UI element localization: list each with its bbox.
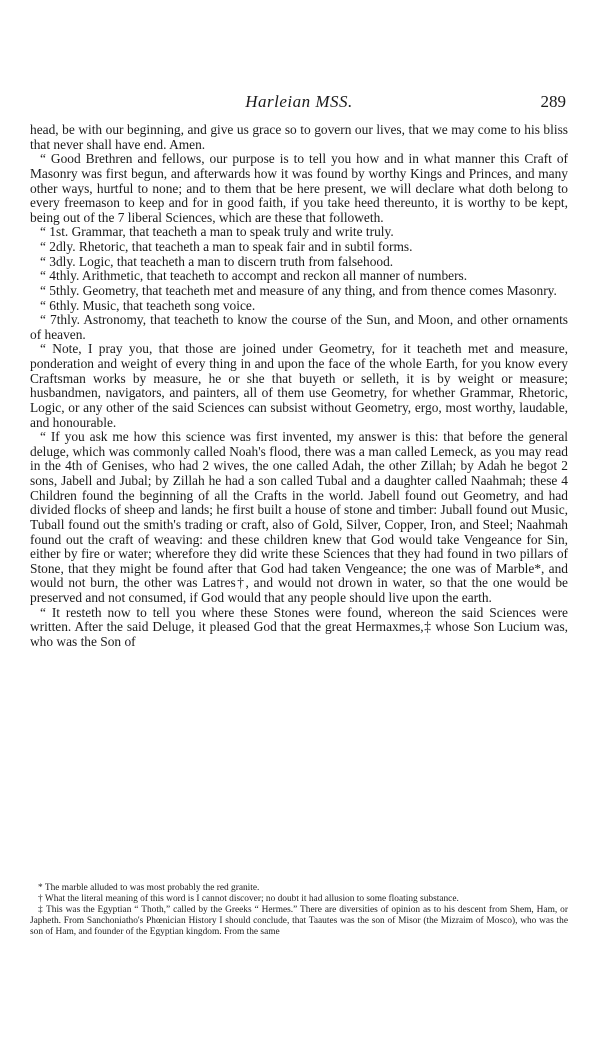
footnote-hermes: ‡ This was the Egyptian “ Thoth,” called by the Greeks “ Hermes.” There are diversities of opinion as to his descent from Shem, Ham, or Japheth. From Sanchoniatho's Phœnician History I should conclude, that Taautes was the son of Misor (the Mizraim of Mosco), who was the son of Ham, and founder of the Egyptian kingdom. From the same [30, 905, 568, 937]
paragraph-note: “ Note, I pray you, that those are joined under Geometry, for it teacheth met and measure, ponderation and weight of every thing in and upon the face of the whole Earth, for you know every Craftsman works by measure, he or she that buyeth or selleth, it is by weight or measure; husbandmen, navigators, and painters, all of them use Geometry, for whether Grammar, Rhetoric, Logic, or any other of the said Sciences can subsist without Geometry, ergo, most worthy, laudable, and honourable. [30, 341, 568, 430]
book-page [30, 0, 568, 1047]
paragraph-grammar: “ 1st. Grammar, that teacheth a man to speak truly and write truly. [40, 224, 394, 240]
footnote-latres: † What the literal meaning of this word is I cannot discover; no doubt it had allusion to some floating substance. [38, 894, 459, 904]
paragraph-invention: “ If you ask me how this science was first invented, my answer is this: that before the general deluge, which was commonly called Noah's flood, there was a man called Lemeck, as you may read in the 4th of Genises, who had 2 wives, the one called Adah, the other Zillah; by Adah he begot 2 sons, Jabell and Jubal; by Zillah he had a son called Tubal and a daughter called Naahmah; these 4 Children found the beginning of all the Crafts in the world. Jabell found out Geometry, and had divided flocks of sheep and lands; he first built a house of stone and timber: Juball found out Music, Tuball found out the smith's trading or craft, also of Gold, Silver, Copper, Iron, and Steel; Naahmah found out the craft of weaving: and these children knew that God would take Vengeance for Sin, either by fire or water; wherefore they did write these Sciences that they had found in two pillars of Stone, that they might be found after that God had taken Vengeance; the one was of Marble*, and would not burn, the other was Latres†, and would not drown in water, so that the one would be preserved and not consumed, if God would that any people should live upon the earth. [30, 429, 568, 605]
paragraph-logic: “ 3dly. Logic, that teacheth a man to discern truth from falsehood. [40, 253, 394, 269]
page-number: 289 [540, 92, 566, 111]
paragraph-music: “ 6thly. Music, that teacheth song voice. [40, 297, 256, 313]
paragraph-astronomy: “ 7thly. Astronomy, that teacheth to know the course of the Sun, and Moon, and other ornaments of heaven. [30, 312, 568, 342]
body-text [30, 123, 568, 650]
paragraph-arithmetic: “ 4thly. Arithmetic, that teacheth to accompt and reckon all manner of numbers. [40, 268, 468, 284]
paragraph-rhetoric: “ 2dly. Rhetoric, that teacheth a man to speak fair and in subtil forms. [40, 239, 413, 254]
paragraph-geometry: “ 5thly. Geometry, that teacheth met and measure of any thing, and from thence comes Masonry. [40, 282, 557, 298]
paragraph-continuation: head, be with our beginning, and give us grace so to govern our lives, that we may come to his bliss that never shall have end. Amen. [30, 122, 568, 152]
paragraph-purpose: “ Good Brethren and fellows, our purpose is to tell you how and in what manner this Craft of Masonry was first begun, and afterwards how it was found by worthy Kings and Princes, and many other ways, hurtful to none; and to them that be here present, we will declare what doth belong to every freemason to keep and for in good faith, if you take heed thereunto, it is worthy to be kept, being out of the 7 liberal Sciences, which are these that followeth. [30, 151, 568, 225]
page-header [30, 92, 568, 116]
footnote-marble: * The marble alluded to was most probably the red granite. [38, 883, 260, 893]
running-title: Harleian MSS. [245, 92, 353, 111]
paragraph-stones: “ It resteth now to tell you where these Stones were found, whereon the said Sciences were written. After the said Deluge, it pleased God that the great Hermaxmes,‡ whose Son Lucium was, who was the Son of [30, 604, 568, 649]
footnotes [30, 883, 568, 938]
